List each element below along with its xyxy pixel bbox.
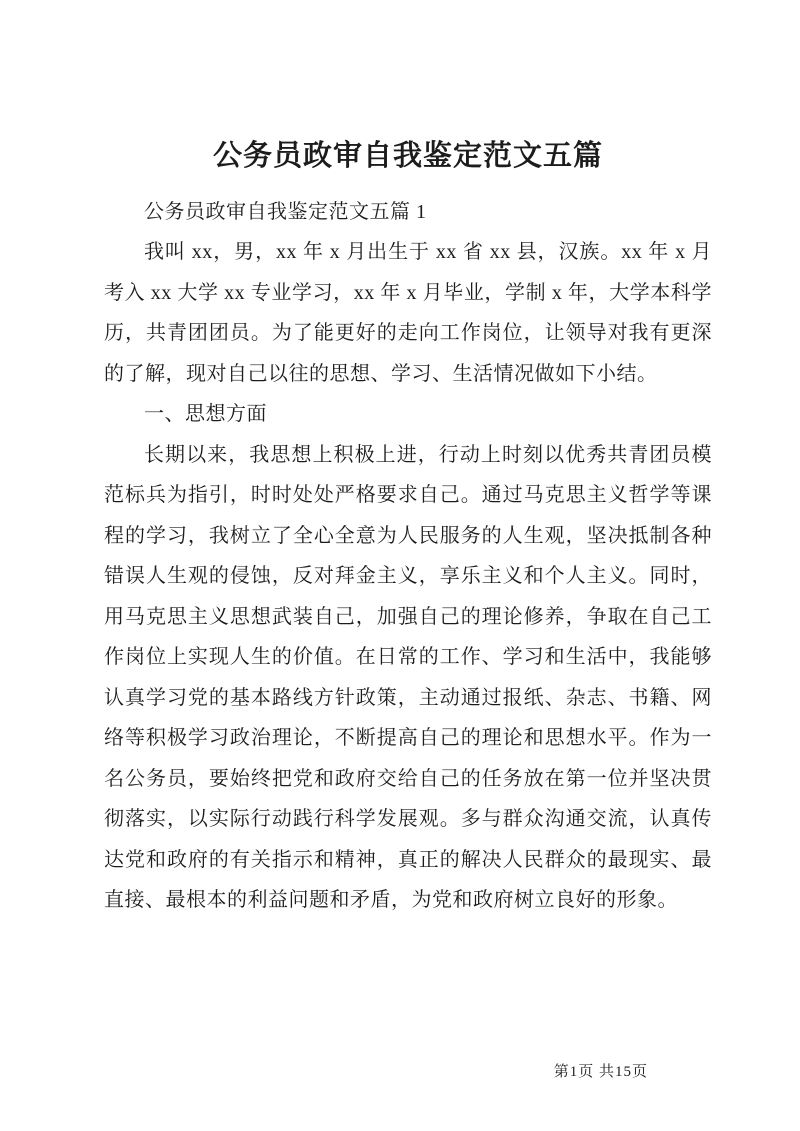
- document-title: 公务员政审自我鉴定范文五篇: [212, 140, 603, 172]
- document-body: [104, 138, 712, 921]
- page-footer: [0, 1060, 648, 1081]
- page-number-label: 第1页 共15页: [553, 1064, 648, 1080]
- paragraph-section-heading: 一、思想方面: [144, 403, 267, 426]
- paragraph-intro: 我叫 xx，男，xx 年 x 月出生于 xx 省 xx 县，汉族。xx 年 x 月考入 xx 大学 xx 专业学习，xx 年 x 月毕业，学制 x 年，大学本科学历，共青团团员。为了能更好的走向工作岗位，让领导对我有更深的了解，现对自己以往的思想、学习、生活情况做如下小结。: [104, 241, 712, 385]
- paragraph-subtitle: 公务员政审自我鉴定范文五篇 1: [144, 200, 427, 223]
- paragraph-thought-section: 长期以来，我思想上积极上进，行动上时刻以优秀共青团员模范标兵为指引，时时处处严格要求自己。通过马克思主义哲学等课程的学习，我树立了全心全意为人民服务的人生观，坚决抵制各种错误人生观的侵蚀，反对拜金主义，享乐主义和个人主义。同时，用马克思主义思想武装自己，加强自己的理论修养，争取在自己工作岗位上实现人生的价值。在日常的工作、学习和生活中，我能够认真学习党的基本路线方针政策，主动通过报纸、杂志、书籍、网络等积极学习政治理论，不断提高自己的理论和思想水平。作为一名公务员，要始终把党和政府交给自己的任务放在第一位并坚决贯彻落实，以实际行动践行科学发展观。多与群众沟通交流，认真传达党和政府的有关指示和精神，真正的解决人民群众的最现实、最直接、最根本的利益问题和矛盾，为党和政府树立良好的形象。: [104, 443, 712, 912]
